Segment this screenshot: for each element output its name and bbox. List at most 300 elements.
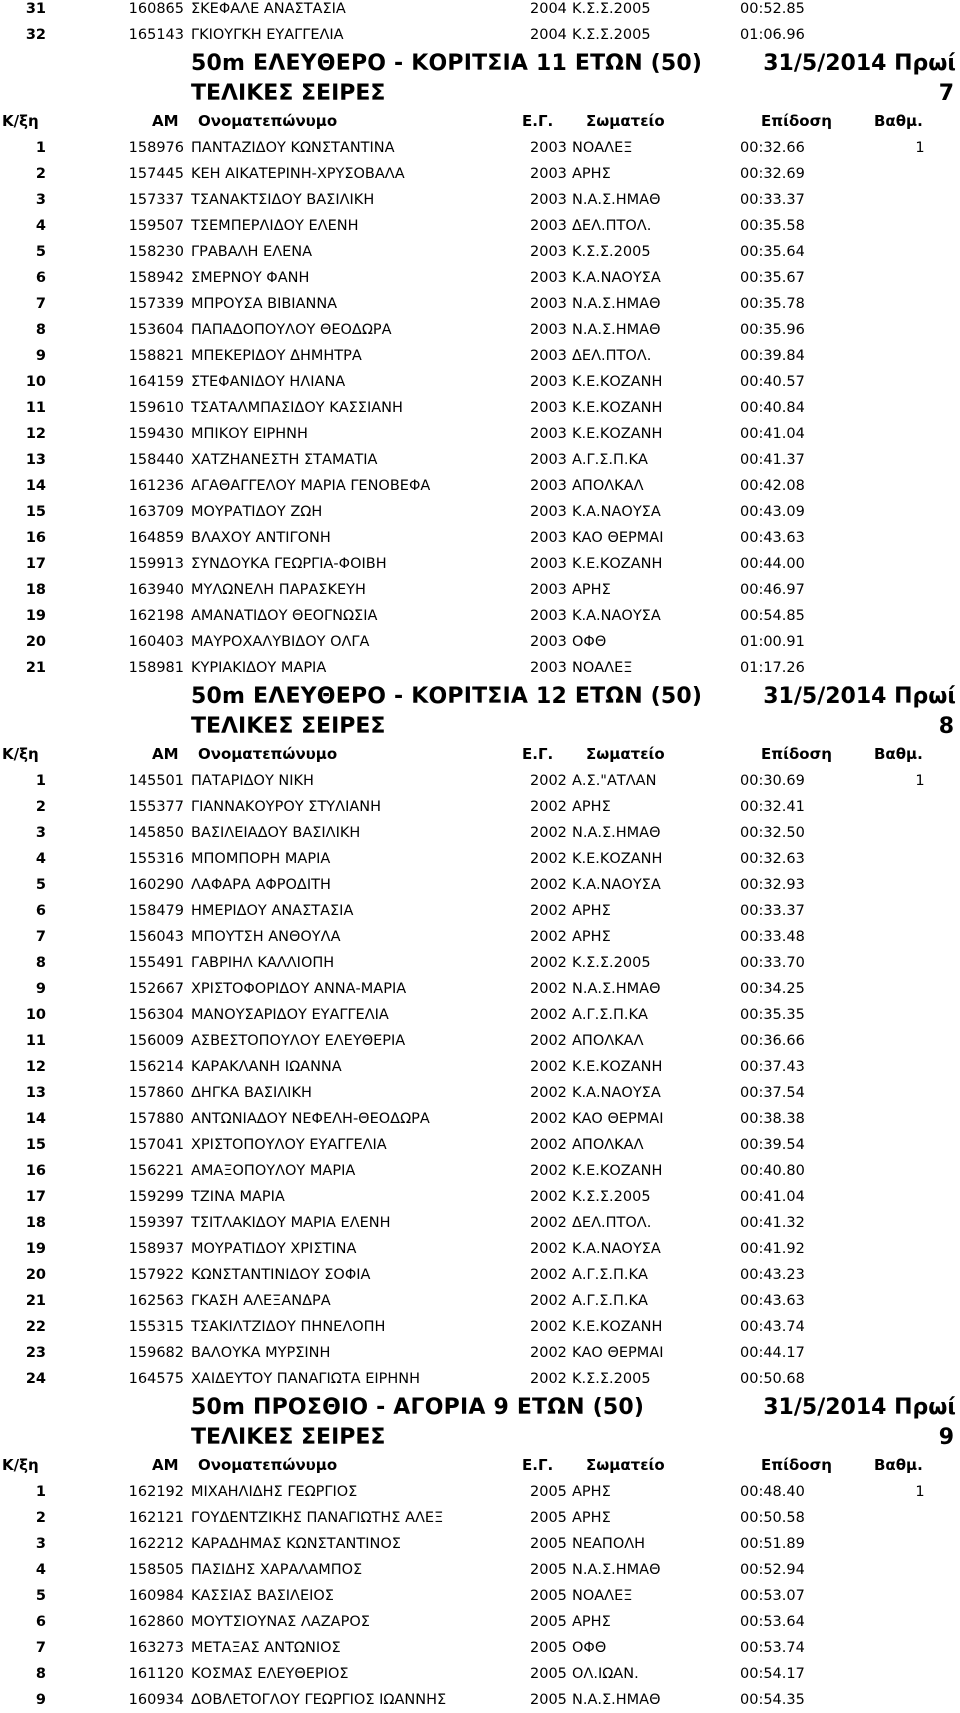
club-cell: Κ.Σ.Σ.2005 xyxy=(572,1,651,17)
time-cell: 01:00.91 xyxy=(740,634,805,650)
club-cell: ΔΕΛ.ΠΤΟΛ. xyxy=(572,1215,652,1231)
time-cell: 00:44.17 xyxy=(740,1345,805,1361)
club-cell: ΑΡΗΣ xyxy=(572,1510,611,1526)
am-cell: 155491 xyxy=(128,955,184,971)
time-cell: 00:41.92 xyxy=(740,1241,805,1257)
year-cell: 2005 xyxy=(530,1666,567,1682)
club-cell: Κ.Α.ΝΑΟΥΣΑ xyxy=(572,877,661,893)
am-cell: 159430 xyxy=(128,426,184,442)
time-cell: 00:32.93 xyxy=(740,877,805,893)
rank-cell: 19 xyxy=(25,1241,46,1257)
club-cell: Κ.Ε.ΚΟΖΑΝΗ xyxy=(572,374,663,390)
year-cell: 2004 xyxy=(530,1,567,17)
rank-cell: 5 xyxy=(35,1588,46,1604)
time-cell: 00:54.35 xyxy=(740,1692,805,1708)
column-header-year: Ε.Γ. xyxy=(522,745,554,763)
year-cell: 2003 xyxy=(530,166,567,182)
table-row xyxy=(0,1080,960,1106)
name-cell: ΜΙΧΑΗΛΙΔΗΣ ΓΕΩΡΓΙΟΣ xyxy=(191,1484,358,1500)
name-cell: ΒΑΛΟΥΚΑ ΜΥΡΣΙΝΗ xyxy=(191,1345,331,1361)
rank-cell: 12 xyxy=(25,1059,46,1075)
year-cell: 2002 xyxy=(530,1319,567,1335)
year-cell: 2003 xyxy=(530,582,567,598)
rank-cell: 10 xyxy=(25,374,46,390)
year-cell: 2002 xyxy=(530,1345,567,1361)
rank-cell: 6 xyxy=(35,270,46,286)
am-cell: 163709 xyxy=(128,504,184,520)
club-cell: Κ.Σ.Σ.2005 xyxy=(572,244,651,260)
year-cell: 2002 xyxy=(530,929,567,945)
club-cell: ΚΑΟ ΘΕΡΜΑΙ xyxy=(572,1111,664,1127)
rank-cell: 8 xyxy=(35,955,46,971)
rank-cell: 4 xyxy=(35,218,46,234)
club-cell: ΟΛ.ΙΩΑΝ. xyxy=(572,1666,639,1682)
club-cell: Ν.Α.Σ.ΗΜΑΘ xyxy=(572,322,661,338)
time-cell: 00:33.70 xyxy=(740,955,805,971)
table-row xyxy=(0,603,960,629)
rank-cell: 7 xyxy=(35,296,46,312)
am-cell: 155377 xyxy=(128,799,184,815)
am-cell: 161120 xyxy=(128,1666,184,1682)
table-row xyxy=(0,1236,960,1262)
event-title: 50m ΠΡΟΣΘΙΟ - ΑΓΟΡΙΑ 9 ΕΤΩΝ (50) xyxy=(191,1395,645,1420)
time-cell: 00:43.74 xyxy=(740,1319,805,1335)
time-cell: 00:43.63 xyxy=(740,530,805,546)
year-cell: 2003 xyxy=(530,426,567,442)
name-cell: ΣΜΕΡΝΟΥ ΦΑΝΗ xyxy=(191,270,310,286)
table-row xyxy=(0,213,960,239)
name-cell: ΓΚΑΣΗ ΑΛΕΞΑΝΔΡΑ xyxy=(191,1293,331,1309)
time-cell: 00:35.35 xyxy=(740,1007,805,1023)
time-cell: 00:33.37 xyxy=(740,192,805,208)
year-cell: 2005 xyxy=(530,1588,567,1604)
event-number: 8 xyxy=(938,714,954,739)
am-cell: 158976 xyxy=(128,140,184,156)
name-cell: ΣΚΕΦΑΛΕ ΑΝΑΣΤΑΣΙΑ xyxy=(191,1,346,17)
table-row xyxy=(0,1054,960,1080)
name-cell: ΜΕΤΑΞΑΣ ΑΝΤΩΝΙΟΣ xyxy=(191,1640,341,1656)
name-cell: ΑΣΒΕΣΤΟΠΟΥΛΟΥ ΕΛΕΥΘΕΡΙΑ xyxy=(191,1033,406,1049)
time-cell: 00:46.97 xyxy=(740,582,805,598)
club-cell: ΑΠΟΛΚΑΛ xyxy=(572,1137,644,1153)
year-cell: 2002 xyxy=(530,1059,567,1075)
club-cell: ΑΡΗΣ xyxy=(572,1484,611,1500)
time-cell: 00:37.43 xyxy=(740,1059,805,1075)
time-cell: 00:35.58 xyxy=(740,218,805,234)
am-cell: 158981 xyxy=(128,660,184,676)
name-cell: ΛΑΦΑΡΑ ΑΦΡΟΔΙΤΗ xyxy=(191,877,331,893)
rank-cell: 16 xyxy=(25,1163,46,1179)
name-cell: ΧΑΙΔΕΥΤΟΥ ΠΑΝΑΓΙΩΤΑ ΕΙΡΗΝΗ xyxy=(191,1371,421,1387)
rank-cell: 6 xyxy=(35,1614,46,1630)
year-cell: 2003 xyxy=(530,374,567,390)
am-cell: 158440 xyxy=(128,452,184,468)
year-cell: 2003 xyxy=(530,400,567,416)
name-cell: ΓΟΥΔΕΝΤΖΙΚΗΣ ΠΑΝΑΓΙΩΤΗΣ ΑΛΕΞ xyxy=(191,1510,444,1526)
club-cell: Κ.Ε.ΚΟΖΑΝΗ xyxy=(572,1319,663,1335)
name-cell: ΤΖΙΝΑ ΜΑΡΙΑ xyxy=(191,1189,285,1205)
club-cell: ΝΟΑΛΕΞ xyxy=(572,140,633,156)
table-row xyxy=(0,551,960,577)
table-row xyxy=(0,1210,960,1236)
name-cell: ΓΑΒΡΙΗΛ ΚΑΛΛΙΟΠΗ xyxy=(191,955,335,971)
rank-cell: 15 xyxy=(25,1137,46,1153)
am-cell: 157337 xyxy=(128,192,184,208)
event-date: 31/5/2014 Πρωί xyxy=(763,51,956,76)
column-header-row xyxy=(0,741,960,767)
name-cell: ΤΣΑΚΙΛΤΖΙΔΟΥ ΠΗΝΕΛΟΠΗ xyxy=(191,1319,386,1335)
am-cell: 158942 xyxy=(128,270,184,286)
am-cell: 157922 xyxy=(128,1267,184,1283)
am-cell: 158230 xyxy=(128,244,184,260)
name-cell: ΜΠΡΟΥΣΑ ΒΙΒΙΑΝΝΑ xyxy=(191,296,338,312)
time-cell: 01:06.96 xyxy=(740,27,805,43)
club-cell: ΑΠΟΛΚΑΛ xyxy=(572,1033,644,1049)
rank-cell: 20 xyxy=(25,634,46,650)
table-row xyxy=(0,187,960,213)
time-cell: 00:52.85 xyxy=(740,1,805,17)
rank-cell: 11 xyxy=(25,1033,46,1049)
year-cell: 2002 xyxy=(530,1241,567,1257)
club-cell: ΔΕΛ.ΠΤΟΛ. xyxy=(572,348,652,364)
name-cell: ΜΑΥΡΟΧΑΛΥΒΙΔΟΥ ΟΛΓΑ xyxy=(191,634,370,650)
club-cell: Κ.Ε.ΚΟΖΑΝΗ xyxy=(572,851,663,867)
am-cell: 157339 xyxy=(128,296,184,312)
column-header-rank: Κ/ξη xyxy=(2,745,39,763)
name-cell: ΔΟΒΛΕΤΟΓΛΟΥ ΓΕΩΡΓΙΟΣ ΙΩΑΝΝΗΣ xyxy=(191,1692,447,1708)
am-cell: 162192 xyxy=(128,1484,184,1500)
event-header xyxy=(0,683,960,741)
am-cell: 162121 xyxy=(128,1510,184,1526)
am-cell: 157880 xyxy=(128,1111,184,1127)
club-cell: ΝΟΑΛΕΞ xyxy=(572,1588,633,1604)
table-row xyxy=(0,1531,960,1557)
table-row xyxy=(0,0,960,22)
name-cell: ΗΜΕΡΙΔΟΥ ΑΝΑΣΤΑΣΙΑ xyxy=(191,903,354,919)
name-cell: ΠΑΣΙΔΗΣ ΧΑΡΑΛΑΜΠΟΣ xyxy=(191,1562,363,1578)
time-cell: 00:33.37 xyxy=(740,903,805,919)
rank-cell: 8 xyxy=(35,322,46,338)
name-cell: ΣΤΕΦΑΝΙΔΟΥ ΗΛΙΑΝΑ xyxy=(191,374,346,390)
table-row xyxy=(0,1106,960,1132)
time-cell: 00:30.69 xyxy=(740,773,805,789)
name-cell: ΚΟΣΜΑΣ ΕΛΕΥΘΕΡΙΟΣ xyxy=(191,1666,349,1682)
year-cell: 2002 xyxy=(530,799,567,815)
rank-cell: 14 xyxy=(25,1111,46,1127)
club-cell: Α.Γ.Σ.Π.ΚΑ xyxy=(572,1007,648,1023)
am-cell: 160290 xyxy=(128,877,184,893)
year-cell: 2002 xyxy=(530,1215,567,1231)
column-header-rank: Κ/ξη xyxy=(2,1456,39,1474)
rank-cell: 5 xyxy=(35,877,46,893)
event-header xyxy=(0,50,960,108)
year-cell: 2005 xyxy=(530,1562,567,1578)
club-cell: Κ.Σ.Σ.2005 xyxy=(572,27,651,43)
time-cell: 00:50.58 xyxy=(740,1510,805,1526)
club-cell: ΔΕΛ.ΠΤΟΛ. xyxy=(572,218,652,234)
time-cell: 00:36.66 xyxy=(740,1033,805,1049)
year-cell: 2002 xyxy=(530,773,567,789)
club-cell: Κ.Α.ΝΑΟΥΣΑ xyxy=(572,504,661,520)
club-cell: ΟΦΘ xyxy=(572,1640,607,1656)
year-cell: 2003 xyxy=(530,634,567,650)
table-row xyxy=(0,1635,960,1661)
year-cell: 2002 xyxy=(530,1007,567,1023)
rank-cell: 14 xyxy=(25,478,46,494)
column-header-row xyxy=(0,108,960,134)
rank-cell: 32 xyxy=(25,27,46,43)
event-header xyxy=(0,1394,960,1452)
am-cell: 160984 xyxy=(128,1588,184,1604)
year-cell: 2002 xyxy=(530,981,567,997)
name-cell: ΤΣΕΜΠΕΡΛΙΔΟΥ ΕΛΕΝΗ xyxy=(191,218,359,234)
table-row xyxy=(0,768,960,794)
time-cell: 00:37.54 xyxy=(740,1085,805,1101)
club-cell: ΑΡΗΣ xyxy=(572,166,611,182)
points-cell: 1 xyxy=(915,140,925,156)
column-header-name: Ονοματεπώνυμο xyxy=(198,745,338,763)
club-cell: Κ.Α.ΝΑΟΥΣΑ xyxy=(572,270,661,286)
time-cell: 00:44.00 xyxy=(740,556,805,572)
am-cell: 157860 xyxy=(128,1085,184,1101)
column-header-club: Σωματείο xyxy=(586,745,665,763)
time-cell: 00:32.63 xyxy=(740,851,805,867)
table-row xyxy=(0,1366,960,1392)
rank-cell: 9 xyxy=(35,1692,46,1708)
year-cell: 2005 xyxy=(530,1692,567,1708)
table-row xyxy=(0,950,960,976)
year-cell: 2003 xyxy=(530,608,567,624)
year-cell: 2005 xyxy=(530,1536,567,1552)
table-row xyxy=(0,1609,960,1635)
am-cell: 156221 xyxy=(128,1163,184,1179)
table-row xyxy=(0,22,960,48)
club-cell: Α.Γ.Σ.Π.ΚΑ xyxy=(572,1293,648,1309)
table-row xyxy=(0,1505,960,1531)
club-cell: ΚΑΟ ΘΕΡΜΑΙ xyxy=(572,530,664,546)
club-cell: Ν.Α.Σ.ΗΜΑΘ xyxy=(572,1562,661,1578)
time-cell: 00:52.94 xyxy=(740,1562,805,1578)
club-cell: ΚΑΟ ΘΕΡΜΑΙ xyxy=(572,1345,664,1361)
rank-cell: 2 xyxy=(35,166,46,182)
time-cell: 00:40.57 xyxy=(740,374,805,390)
name-cell: ΑΝΤΩΝΙΑΔΟΥ ΝΕΦΕΛΗ-ΘΕΟΔΩΡΑ xyxy=(191,1111,430,1127)
column-header-time: Επίδοση xyxy=(761,112,832,130)
name-cell: ΠΑΠΑΔΟΠΟΥΛΟΥ ΘΕΟΔΩΡΑ xyxy=(191,322,392,338)
am-cell: 160934 xyxy=(128,1692,184,1708)
name-cell: ΧΡΙΣΤΟΠΟΥΛΟΥ ΕΥΑΓΓΕΛΙΑ xyxy=(191,1137,387,1153)
column-header-points: Βαθμ. xyxy=(874,745,923,763)
time-cell: 00:42.08 xyxy=(740,478,805,494)
table-row xyxy=(0,1184,960,1210)
name-cell: ΜΥΛΩΝΕΛΗ ΠΑΡΑΣΚΕΥΗ xyxy=(191,582,366,598)
table-row xyxy=(0,1158,960,1184)
rank-cell: 23 xyxy=(25,1345,46,1361)
am-cell: 162563 xyxy=(128,1293,184,1309)
column-header-am: ΑΜ xyxy=(152,745,179,763)
rank-cell: 5 xyxy=(35,244,46,260)
rank-cell: 9 xyxy=(35,348,46,364)
year-cell: 2003 xyxy=(530,270,567,286)
table-row xyxy=(0,1479,960,1505)
points-cell: 1 xyxy=(915,773,925,789)
rank-cell: 9 xyxy=(35,981,46,997)
time-cell: 00:41.32 xyxy=(740,1215,805,1231)
time-cell: 01:17.26 xyxy=(740,660,805,676)
time-cell: 00:41.04 xyxy=(740,426,805,442)
am-cell: 155316 xyxy=(128,851,184,867)
name-cell: ΓΡΑΒΑΛΗ ΕΛΕΝΑ xyxy=(191,244,313,260)
club-cell: ΑΡΗΣ xyxy=(572,903,611,919)
club-cell: Κ.Α.ΝΑΟΥΣΑ xyxy=(572,1085,661,1101)
table-row xyxy=(0,447,960,473)
table-row xyxy=(0,135,960,161)
table-row xyxy=(0,820,960,846)
year-cell: 2003 xyxy=(530,660,567,676)
name-cell: ΧΡΙΣΤΟΦΟΡΙΔΟΥ ΑΝΝΑ-ΜΑΡΙΑ xyxy=(191,981,407,997)
rank-cell: 3 xyxy=(35,1536,46,1552)
time-cell: 00:35.78 xyxy=(740,296,805,312)
time-cell: 00:32.69 xyxy=(740,166,805,182)
club-cell: ΑΡΗΣ xyxy=(572,1614,611,1630)
time-cell: 00:34.25 xyxy=(740,981,805,997)
table-row xyxy=(0,395,960,421)
event-subtitle: ΤΕΛΙΚΕΣ ΣΕΙΡΕΣ xyxy=(191,714,386,739)
name-cell: ΒΛΑΧΟΥ ΑΝΤΙΓΟΝΗ xyxy=(191,530,331,546)
time-cell: 00:40.84 xyxy=(740,400,805,416)
club-cell: Κ.Ε.ΚΟΖΑΝΗ xyxy=(572,1059,663,1075)
am-cell: 158479 xyxy=(128,903,184,919)
year-cell: 2002 xyxy=(530,1111,567,1127)
time-cell: 00:32.41 xyxy=(740,799,805,815)
name-cell: ΚΕΗ ΑΙΚΑΤΕΡΙΝΗ-ΧΡΥΣΟΒΑΛΑ xyxy=(191,166,405,182)
year-cell: 2002 xyxy=(530,1267,567,1283)
table-row xyxy=(0,1262,960,1288)
rank-cell: 1 xyxy=(35,1484,46,1500)
rank-cell: 11 xyxy=(25,400,46,416)
year-cell: 2003 xyxy=(530,478,567,494)
rank-cell: 18 xyxy=(25,1215,46,1231)
am-cell: 155315 xyxy=(128,1319,184,1335)
rank-cell: 13 xyxy=(25,1085,46,1101)
year-cell: 2002 xyxy=(530,825,567,841)
rank-cell: 31 xyxy=(25,1,46,17)
table-row xyxy=(0,1557,960,1583)
time-cell: 00:53.64 xyxy=(740,1614,805,1630)
am-cell: 160865 xyxy=(128,1,184,17)
am-cell: 165143 xyxy=(128,27,184,43)
table-row xyxy=(0,1661,960,1687)
am-cell: 159913 xyxy=(128,556,184,572)
am-cell: 160403 xyxy=(128,634,184,650)
club-cell: Κ.Ε.ΚΟΖΑΝΗ xyxy=(572,426,663,442)
year-cell: 2002 xyxy=(530,1189,567,1205)
column-header-name: Ονοματεπώνυμο xyxy=(198,112,338,130)
club-cell: ΑΡΗΣ xyxy=(572,929,611,945)
rank-cell: 16 xyxy=(25,530,46,546)
rank-cell: 3 xyxy=(35,825,46,841)
name-cell: ΤΣΙΤΛΑΚΙΔΟΥ ΜΑΡΙΑ ΕΛΕΝΗ xyxy=(191,1215,391,1231)
year-cell: 2002 xyxy=(530,877,567,893)
table-row xyxy=(0,473,960,499)
am-cell: 162198 xyxy=(128,608,184,624)
club-cell: Κ.Ε.ΚΟΖΑΝΗ xyxy=(572,1163,663,1179)
club-cell: Α.Γ.Σ.Π.ΚΑ xyxy=(572,1267,648,1283)
year-cell: 2002 xyxy=(530,1137,567,1153)
am-cell: 162860 xyxy=(128,1614,184,1630)
rank-cell: 18 xyxy=(25,582,46,598)
column-header-points: Βαθμ. xyxy=(874,1456,923,1474)
table-row xyxy=(0,976,960,1002)
table-row xyxy=(0,1002,960,1028)
name-cell: ΚΑΡΑΔΗΜΑΣ ΚΩΝΣΤΑΝΤΙΝΟΣ xyxy=(191,1536,401,1552)
time-cell: 00:35.64 xyxy=(740,244,805,260)
name-cell: ΑΓΑΘΑΓΓΕΛΟΥ ΜΑΡΙΑ ΓΕΝΟΒΕΦΑ xyxy=(191,478,431,494)
year-cell: 2004 xyxy=(530,27,567,43)
time-cell: 00:43.09 xyxy=(740,504,805,520)
table-row xyxy=(0,1340,960,1366)
club-cell: ΝΕΑΠΟΛΗ xyxy=(572,1536,646,1552)
am-cell: 156009 xyxy=(128,1033,184,1049)
table-row xyxy=(0,525,960,551)
club-cell: Κ.Α.ΝΑΟΥΣΑ xyxy=(572,608,661,624)
am-cell: 159507 xyxy=(128,218,184,234)
time-cell: 00:41.37 xyxy=(740,452,805,468)
time-cell: 00:53.07 xyxy=(740,1588,805,1604)
am-cell: 158821 xyxy=(128,348,184,364)
am-cell: 163940 xyxy=(128,582,184,598)
am-cell: 161236 xyxy=(128,478,184,494)
table-row xyxy=(0,421,960,447)
rank-cell: 15 xyxy=(25,504,46,520)
year-cell: 2003 xyxy=(530,322,567,338)
am-cell: 158505 xyxy=(128,1562,184,1578)
event-title: 50m ΕΛΕΥΘΕΡΟ - ΚΟΡΙΤΣΙΑ 12 ΕΤΩΝ (50) xyxy=(191,684,703,709)
am-cell: 164859 xyxy=(128,530,184,546)
name-cell: ΜΠΙΚΟΥ ΕΙΡΗΝΗ xyxy=(191,426,308,442)
year-cell: 2002 xyxy=(530,903,567,919)
name-cell: ΚΩΝΣΤΑΝΤΙΝΙΔΟΥ ΣΟΦΙΑ xyxy=(191,1267,371,1283)
column-header-club: Σωματείο xyxy=(586,112,665,130)
am-cell: 156304 xyxy=(128,1007,184,1023)
rank-cell: 7 xyxy=(35,929,46,945)
rank-cell: 7 xyxy=(35,1640,46,1656)
am-cell: 159299 xyxy=(128,1189,184,1205)
am-cell: 164575 xyxy=(128,1371,184,1387)
rank-cell: 19 xyxy=(25,608,46,624)
event-number: 9 xyxy=(938,1425,954,1450)
name-cell: ΠΑΝΤΑΖΙΔΟΥ ΚΩΝΣΤΑΝΤΙΝΑ xyxy=(191,140,395,156)
name-cell: ΜΑΝΟΥΣΑΡΙΔΟΥ ΕΥΑΓΓΕΛΙΑ xyxy=(191,1007,389,1023)
name-cell: ΜΠΕΚΕΡΙΔΟΥ ΔΗΜΗΤΡΑ xyxy=(191,348,362,364)
rank-cell: 13 xyxy=(25,452,46,468)
time-cell: 00:39.54 xyxy=(740,1137,805,1153)
am-cell: 156214 xyxy=(128,1059,184,1075)
club-cell: Κ.Σ.Σ.2005 xyxy=(572,955,651,971)
time-cell: 00:43.63 xyxy=(740,1293,805,1309)
table-row xyxy=(0,629,960,655)
name-cell: ΜΟΥΡΑΤΙΔΟΥ ΧΡΙΣΤΙΝΑ xyxy=(191,1241,357,1257)
column-header-year: Ε.Γ. xyxy=(522,1456,554,1474)
time-cell: 00:32.50 xyxy=(740,825,805,841)
year-cell: 2002 xyxy=(530,1033,567,1049)
club-cell: Ν.Α.Σ.ΗΜΑΘ xyxy=(572,981,661,997)
year-cell: 2003 xyxy=(530,218,567,234)
rank-cell: 4 xyxy=(35,1562,46,1578)
time-cell: 00:50.68 xyxy=(740,1371,805,1387)
club-cell: ΟΦΘ xyxy=(572,634,607,650)
am-cell: 157445 xyxy=(128,166,184,182)
